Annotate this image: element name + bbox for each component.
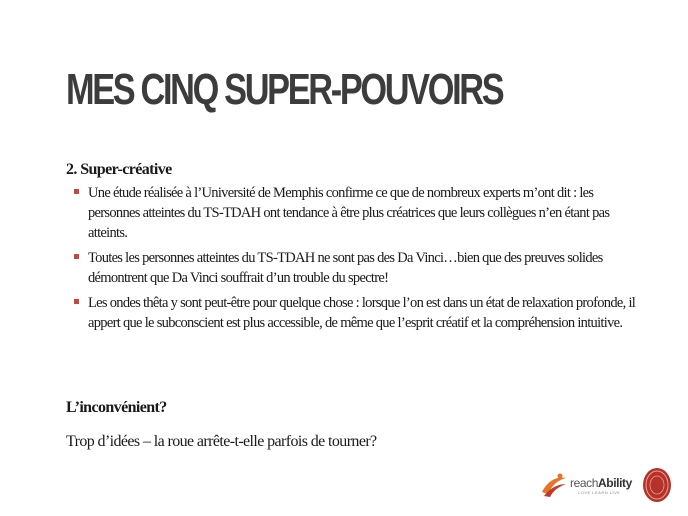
square-bullet-icon xyxy=(74,299,79,304)
reachability-swoosh-icon xyxy=(540,472,568,498)
bullet-item xyxy=(78,293,636,333)
bullet-text: Une étude réalisée à l’Université de Memphis confirme ce que de nombreux experts m’ont dit : les personnes atteintes du TS-TDAH ont tendance à être plus créatrices que leurs collègues n’en étant pas atteints. xyxy=(88,185,610,241)
square-bullet-icon xyxy=(74,254,79,259)
slide-title: MES CINQ SUPER-POUVOIRS xyxy=(66,65,503,114)
logo-tagline: LOVE LEARN LIVE xyxy=(578,490,621,495)
slide-body xyxy=(66,161,636,338)
bullet-text: Les ondes thêta y sont peut-être pour quelque chose : lorsque l’on est dans un état de relaxation profonde, il appert que le subconscient est plus accessible, de même que l’esprit créatif et la compréhension intuitive. xyxy=(88,295,636,331)
reachability-logo xyxy=(540,470,632,500)
inconvenient-text: Trop d’idées – la roue arrête-t-elle parfois de tourner? xyxy=(66,433,377,450)
inconvenient-heading: L’inconvénient? xyxy=(66,399,167,416)
bullet-list xyxy=(66,183,636,333)
bullet-text: Toutes les personnes atteintes du TS-TDAH ne sont pas des Da Vinci…bien que des preuves solides démontrent que Da Vinci souffrait d’un trouble du spectre! xyxy=(88,250,603,286)
bullet-item xyxy=(78,183,636,243)
square-bullet-icon xyxy=(74,189,79,194)
section-heading: 2. Super-créative xyxy=(66,161,172,178)
seal-emblem-icon xyxy=(641,466,673,504)
logo-wordmark: reachAbility xyxy=(570,476,632,490)
bullet-item xyxy=(78,248,636,288)
